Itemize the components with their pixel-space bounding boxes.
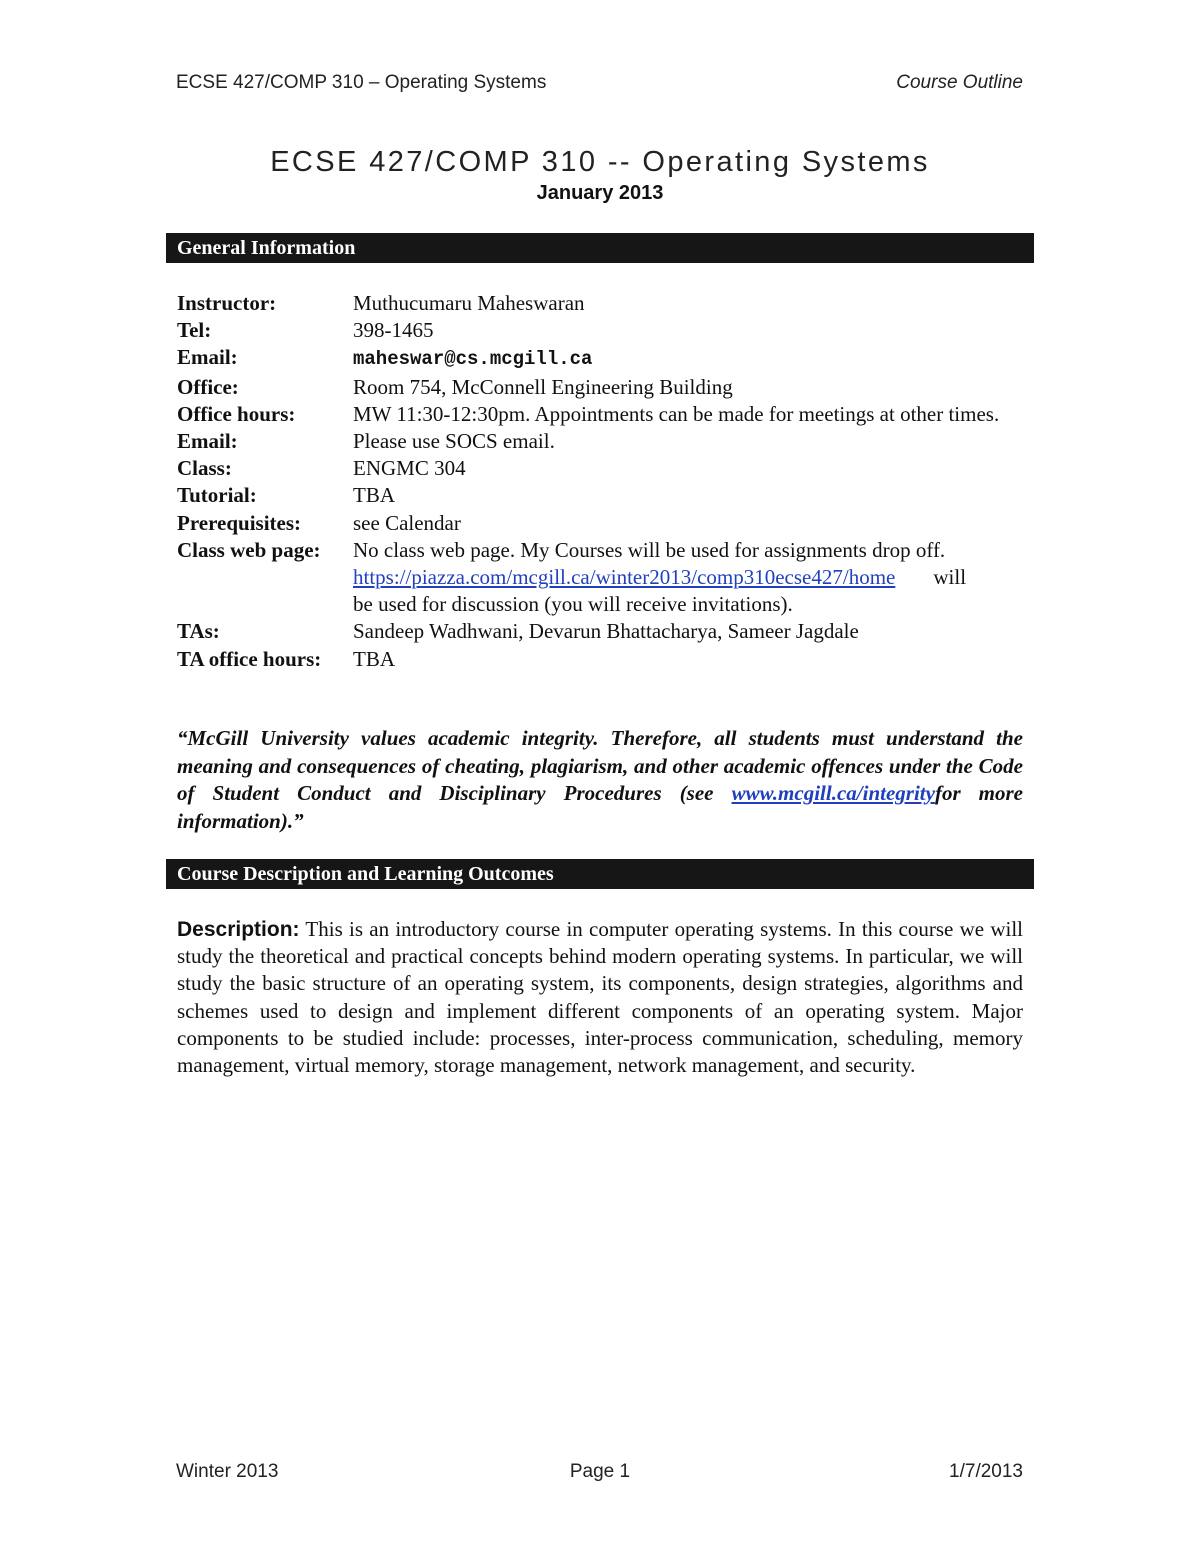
info-label: Email: [177, 429, 238, 454]
info-row-email-note [177, 428, 1025, 455]
footer-term: Winter 2013 [176, 1461, 279, 1482]
info-value: Muthucumaru Maheswaran [353, 291, 585, 315]
course-description [177, 916, 1023, 1079]
header-doc-type: Course Outline [896, 72, 1023, 93]
integrity-statement [177, 725, 1023, 835]
document-date: January 2013 [536, 182, 664, 204]
info-label: Prerequisites: [177, 510, 302, 535]
info-value: be used for discussion (you will receive invitations). [353, 592, 793, 617]
info-value-will: will [933, 565, 967, 590]
info-label: Office: [177, 374, 239, 399]
section-heading-description: Course Description and Learning Outcomes [166, 859, 1034, 889]
info-value: Room 754, McConnell Engineering Building [353, 374, 733, 399]
info-row-tas [177, 618, 1025, 645]
info-label: Class: [177, 456, 232, 481]
info-row-web-page [177, 537, 1025, 619]
integrity-link[interactable]: www.mcgill.ca/integrity [731, 781, 935, 806]
info-row-office-hours [177, 401, 1025, 428]
info-row-instructor [177, 290, 1025, 317]
info-value: see Calendar [353, 510, 461, 535]
info-value: 398-1465 [353, 318, 434, 343]
description-label: Description: [177, 918, 300, 941]
info-row-prerequisites [177, 510, 1025, 537]
info-label: Tel: [177, 318, 212, 343]
info-label: Instructor: [177, 291, 277, 315]
info-label: Office hours: [177, 401, 296, 426]
info-label: Class web page: [177, 537, 321, 562]
footer-date: 1/7/2013 [949, 1461, 1023, 1482]
info-value: Please use SOCS email. [353, 429, 555, 454]
info-label: Email: [177, 345, 238, 370]
integrity-after: for more information).” [177, 781, 1023, 833]
info-value: ENGMC 304 [353, 456, 466, 481]
info-label: TA office hours: [177, 646, 322, 671]
info-row-email [177, 344, 1025, 373]
header-course-title: ECSE 427/COMP 310 – Operating Systems [176, 72, 547, 93]
piazza-link[interactable]: https://piazza.com/mcgill.ca/winter2013/comp310ecse427/home [353, 565, 896, 590]
info-value: No class web page. My Courses will be used for assignments drop off. [353, 537, 946, 562]
integrity-text: “McGill University values academic integrity. Therefore, all students must understand the meaning and consequences of cheating, plagiarism, and other academic offences under the Code of Student Conduct and Disciplinary Procedures (see [177, 726, 1023, 806]
info-row-ta-hours [177, 646, 1025, 673]
info-value: Sandeep Wadhwani, Devarun Bhattacharya, Sameer Jagdale [353, 619, 859, 644]
description-text: This is an introductory course in computer operating systems. In this course we will study the theoretical and practical concepts behind modern operating systems. In particular, we will study the basic structure of an operating system, its components, design strategies, algorithms and schemes used to design and implement different components of an operating system. Major components to be studied include: processes, inter-process communication, scheduling, memory management, virtual memory, storage management, network management, and security. [177, 917, 1024, 1078]
info-value: MW 11:30-12:30pm. Appointments can be made for meetings at other times. [353, 401, 1000, 426]
info-row-tel [177, 317, 1025, 344]
document-title: ECSE 427/COMP 310 -- Operating Systems [270, 146, 930, 178]
general-info-table [177, 290, 1025, 673]
info-label: TAs: [177, 619, 220, 644]
info-row-class [177, 455, 1025, 482]
info-value: TBA [353, 646, 395, 671]
footer-page-number: Page 1 [569, 1461, 631, 1482]
section-heading-general: General Information [166, 233, 1034, 263]
info-label: Tutorial: [177, 483, 257, 508]
info-row-tutorial [177, 482, 1025, 509]
info-value: TBA [353, 483, 395, 508]
email-address: maheswar@cs.mcgill.ca [353, 348, 593, 371]
info-row-office [177, 374, 1025, 401]
